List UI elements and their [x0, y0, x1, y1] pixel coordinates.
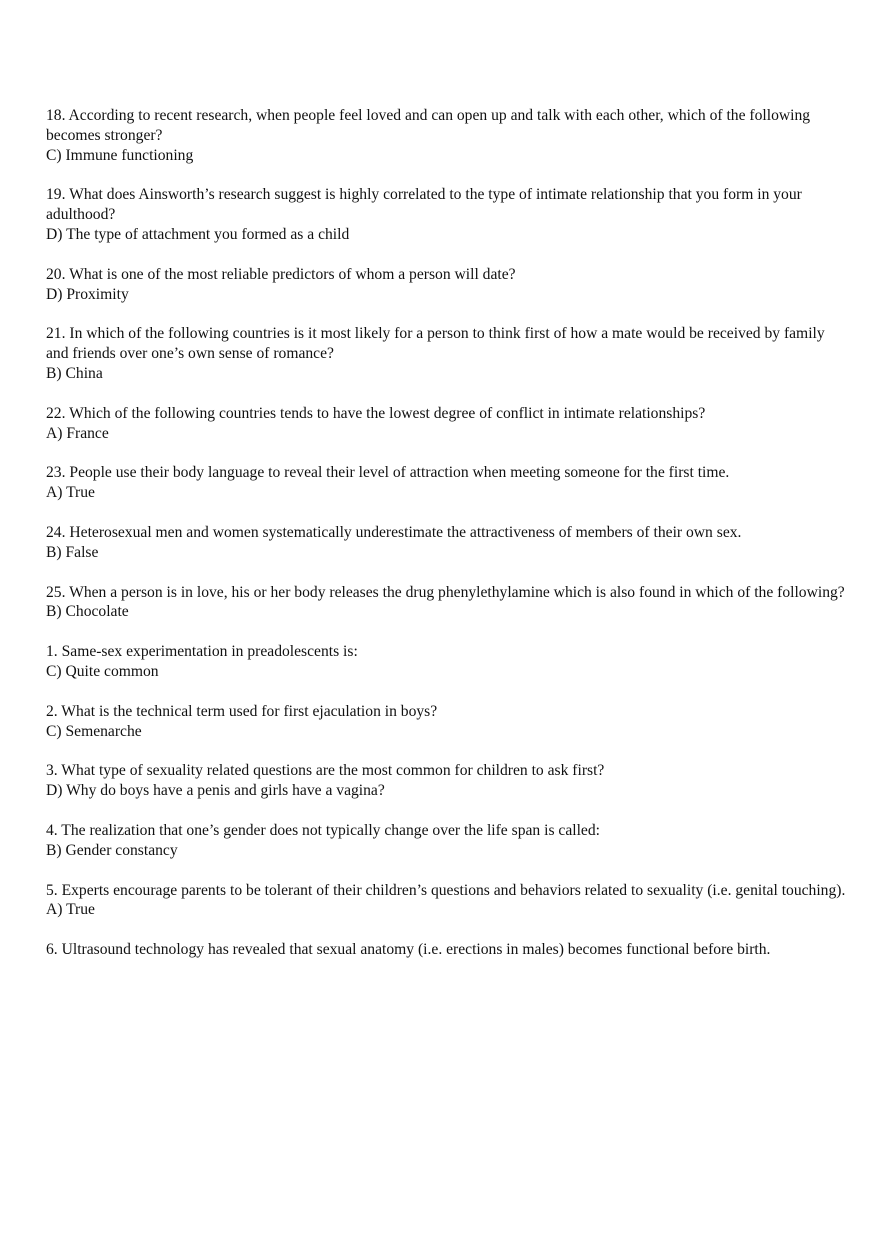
question-block — [46, 185, 846, 244]
question-block — [46, 583, 846, 623]
question-text: 21. In which of the following countries is it most likely for a person to think first of how a mate would be received by family and friends over one’s own sense of romance? — [46, 325, 825, 363]
question-text: 20. What is one of the most reliable predictors of whom a person will date? — [46, 265, 516, 283]
question-block — [46, 881, 846, 921]
answer-text: B) Gender constancy — [46, 841, 178, 859]
question-text: 3. What type of sexuality related questions are the most common for children to ask first? — [46, 762, 605, 780]
question-block — [46, 265, 846, 305]
answer-text: A) True — [46, 901, 95, 919]
question-text: 2. What is the technical term used for first ejaculation in boys? — [46, 702, 438, 720]
question-text: 19. What does Ainsworth’s research suggest is highly correlated to the type of intimate relationship that you form in your adulthood? — [46, 186, 802, 224]
question-block — [46, 106, 846, 165]
answer-text: D) Why do boys have a penis and girls have a vagina? — [46, 782, 385, 800]
question-block — [46, 702, 846, 742]
answer-text: A) True — [46, 484, 95, 502]
question-text: 25. When a person is in love, his or her body releases the drug phenylethylamine which is also found in which of the following? — [46, 583, 845, 601]
question-text: 6. Ultrasound technology has revealed that sexual anatomy (i.e. erections in males) becomes functional before birth. — [46, 941, 771, 959]
question-text: 23. People use their body language to reveal their level of attraction when meeting someone for the first time. — [46, 464, 730, 482]
answer-text: D) Proximity — [46, 285, 129, 303]
question-block — [46, 404, 846, 444]
answer-text: C) Semenarche — [46, 722, 142, 740]
question-block — [46, 324, 846, 383]
question-text: 4. The realization that one’s gender does not typically change over the life span is called: — [46, 821, 600, 839]
answer-text: D) The type of attachment you formed as a child — [46, 225, 350, 243]
answer-text: B) False — [46, 543, 99, 561]
question-text: 24. Heterosexual men and women systematically underestimate the attractiveness of members of their own sex. — [46, 523, 742, 541]
question-text: 18. According to recent research, when people feel loved and can open up and talk with each other, which of the following becomes stronger? — [46, 107, 811, 144]
answer-text: B) Chocolate — [46, 603, 129, 621]
answer-text: C) Immune functioning — [46, 146, 194, 164]
question-text: 5. Experts encourage parents to be tolerant of their children’s questions and behaviors related to sexuality (i.e. genital touching). — [46, 881, 846, 899]
question-block — [46, 642, 846, 682]
question-block — [46, 821, 846, 861]
document-page — [46, 106, 846, 980]
question-text: 22. Which of the following countries tends to have the lowest degree of conflict in intimate relationships? — [46, 404, 706, 422]
question-block — [46, 463, 846, 503]
question-block — [46, 523, 846, 563]
answer-text: A) France — [46, 424, 109, 442]
question-text: 1. Same-sex experimentation in preadolescents is: — [46, 643, 358, 661]
answer-text: B) China — [46, 364, 103, 382]
question-block — [46, 761, 846, 801]
question-block — [46, 940, 846, 960]
answer-text: C) Quite common — [46, 662, 159, 680]
